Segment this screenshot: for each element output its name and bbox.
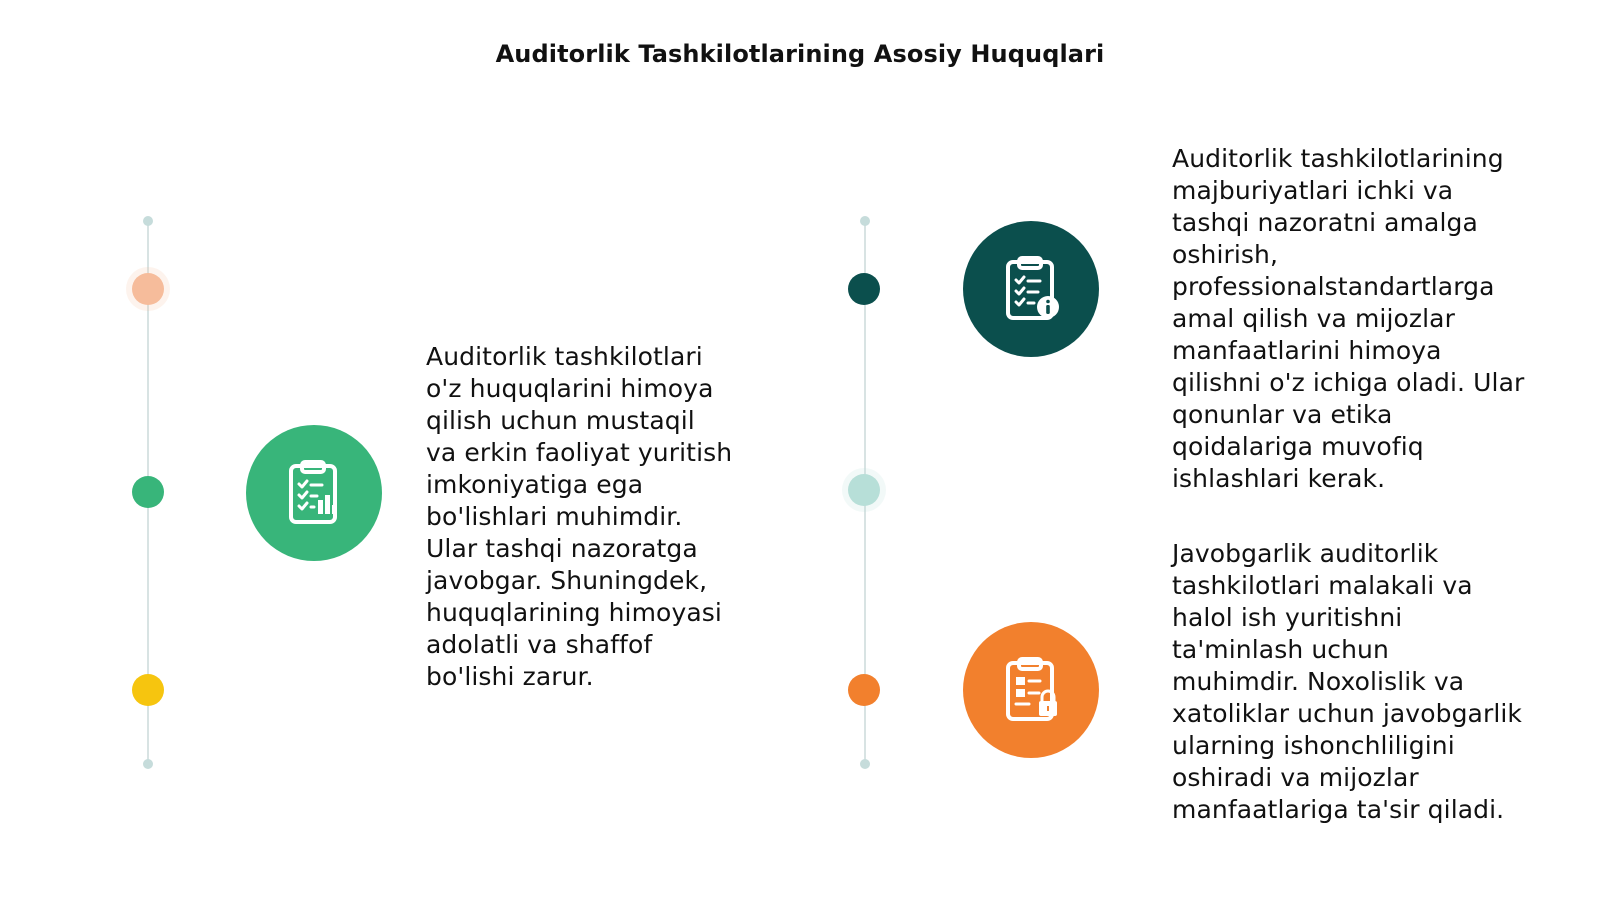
right-timeline-top-endpoint <box>860 216 870 226</box>
right-timeline-orange-marker <box>848 674 880 706</box>
clipboard-info-icon <box>994 252 1068 326</box>
page-title: Auditorlik Tashkilotlarining Asosiy Huquqlari <box>495 40 1105 68</box>
left-timeline-peach-marker <box>132 273 164 305</box>
right-bottom-description: Javobgarlik auditorlik tashkilotlari malakali va halol ish yuritishni ta'minlash uchun muhimdir. Noxolislik va xatoliklar uchun javobgarlik ularning ishonchliligini oshiradi va mijozlar manfaatlariga ta'sir qiladi. <box>1172 539 1523 824</box>
left-description: Auditorlik tashkilotlari o'z huquqlarini himoya qilish uchun mustaqil va erkin faoliyat yuritish imkoniyatiga ega bo'lishlari muhimdir. Ular tashqi nazoratga javobgar. Shuningdek, huquqlarining himoyasi adolatli va shaffof bo'lishi zarur. <box>426 342 733 691</box>
right-top-description: Auditorlik tashkilotlarining majburiyatlari ichki va tashqi nazoratni amalga oshirish, professionalstandartlarga amal qilish va mijozlar manfaatlarini himoya qilishni o'z ichiga oladi. Ular qonunlar va etika qoidalariga muvofiq ishlashlari kerak. <box>1172 144 1525 493</box>
right-top-icon-circle <box>963 221 1099 357</box>
left-timeline-green-marker <box>132 476 164 508</box>
right-timeline-bottom-endpoint <box>860 759 870 769</box>
right-timeline-mint-marker <box>848 474 880 506</box>
left-timeline-yellow-marker <box>132 674 164 706</box>
clipboard-chart-icon <box>277 456 351 530</box>
left-icon-circle <box>246 425 382 561</box>
clipboard-lock-icon <box>994 653 1068 727</box>
left-timeline-top-endpoint <box>143 216 153 226</box>
right-timeline-teal-marker <box>848 273 880 305</box>
right-bottom-icon-circle <box>963 622 1099 758</box>
left-timeline-bottom-endpoint <box>143 759 153 769</box>
